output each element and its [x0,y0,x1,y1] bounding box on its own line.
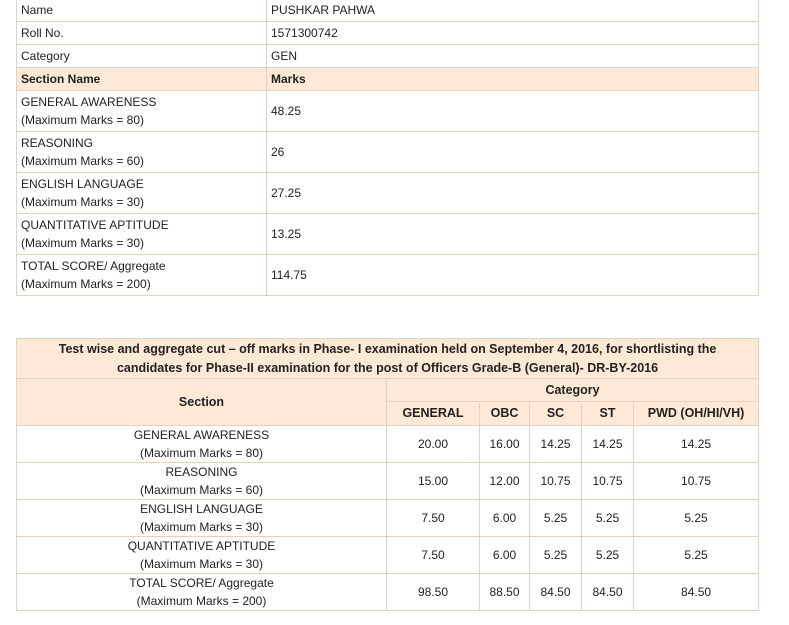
cutoff-general: 20.00 [387,426,480,463]
section-max-marks: (Maximum Marks = 30) [21,195,145,209]
cutoff-obc: 6.00 [480,500,530,537]
roll-no-value: 1571300742 [267,22,759,45]
section-name: REASONING [21,136,94,150]
cutoff-obc: 16.00 [480,426,530,463]
table-row [17,426,759,463]
cutoff-sc: 14.25 [530,426,582,463]
cutoff-pwd: 5.25 [634,500,759,537]
cutoff-obc: 88.50 [480,574,530,611]
section-cell [17,173,267,214]
category-value: GEN [267,45,759,68]
cutoff-sc: 10.75 [530,463,582,500]
cutoff-general: 98.50 [387,574,480,611]
cutoff-st: 84.50 [582,574,634,611]
category-st: ST [582,402,634,426]
section-cell [17,214,267,255]
section-name: QUANTITATIVE APTITUDE [21,218,169,232]
category-row [17,45,759,68]
table-row [17,463,759,500]
cutoff-st: 14.25 [582,426,634,463]
cutoff-general: 7.50 [387,500,480,537]
cutoff-general: 15.00 [387,463,480,500]
cutoff-title-line2: candidates for Phase-II examination for the post of Officers Grade-B (General)- DR-BY-2016 [116,360,659,375]
table-row [17,173,759,214]
cutoff-st: 5.25 [582,537,634,574]
section-marks: 27.25 [267,173,759,214]
cutoff-pwd: 14.25 [634,426,759,463]
cutoff-obc: 12.00 [480,463,530,500]
table-row [17,91,759,132]
roll-no-label: Roll No. [17,22,267,45]
section-name: GENERAL AWARENESS [21,95,157,109]
section-header: Section [17,379,387,426]
cutoff-sc: 5.25 [530,537,582,574]
cutoff-title-row [17,339,759,379]
total-row [17,574,759,611]
marks-header-row [17,68,759,91]
cutoff-marks-table [16,338,759,611]
name-value: PUSHKAR PAHWA [267,0,759,22]
section-marks: 26 [267,132,759,173]
table-row [17,500,759,537]
section-cell [17,132,267,173]
section-max-marks: (Maximum Marks = 80) [21,113,145,127]
section-max-marks: (Maximum Marks = 60) [139,483,264,497]
cutoff-st: 10.75 [582,463,634,500]
section-name: ENGLISH LANGUAGE [140,502,263,516]
category-sc: SC [530,402,582,426]
cutoff-obc: 6.00 [480,537,530,574]
section-name: QUANTITATIVE APTITUDE [127,539,276,553]
section-cell [17,463,387,500]
name-row [17,0,759,22]
section-max-marks: (Maximum Marks = 80) [139,446,264,460]
section-name: ENGLISH LANGUAGE [21,177,144,191]
section-name: REASONING [165,465,238,479]
cutoff-header-row [17,379,759,402]
section-cell [17,255,267,296]
cutoff-sc: 84.50 [530,574,582,611]
section-name: GENERAL AWARENESS [133,428,270,442]
section-cell [17,91,267,132]
cutoff-title-line1: Test wise and aggregate cut – off marks in Phase- I examination held on September 4, 2016, for shortlisting the [58,341,717,356]
section-marks: 48.25 [267,91,759,132]
section-name-header: Section Name [17,68,267,91]
section-max-marks: (Maximum Marks = 60) [21,154,145,168]
cutoff-st: 5.25 [582,500,634,537]
cutoff-pwd: 10.75 [634,463,759,500]
section-max-marks: (Maximum Marks = 200) [136,594,267,608]
section-cell [17,574,387,611]
section-max-marks: (Maximum Marks = 30) [139,557,264,571]
section-cell [17,426,387,463]
category-general: GENERAL [387,402,480,426]
section-marks: 13.25 [267,214,759,255]
category-obc: OBC [480,402,530,426]
cutoff-title [17,339,759,379]
marks-header: Marks [267,68,759,91]
name-label: Name [17,0,267,22]
section-max-marks: (Maximum Marks = 30) [139,520,264,534]
section-max-marks: (Maximum Marks = 200) [21,277,151,291]
category-label: Category [17,45,267,68]
section-name: TOTAL SCORE/ Aggregate [21,259,166,273]
category-pwd: PWD (OH/HI/VH) [634,402,759,426]
section-cell [17,500,387,537]
table-row [17,132,759,173]
table-row [17,214,759,255]
section-marks: 114.75 [267,255,759,296]
section-cell [17,537,387,574]
category-header: Category [387,379,759,402]
cutoff-pwd: 84.50 [634,574,759,611]
cutoff-sc: 5.25 [530,500,582,537]
section-name: TOTAL SCORE/ Aggregate [129,576,274,590]
candidate-marks-table [16,0,759,296]
table-row [17,537,759,574]
total-row [17,255,759,296]
section-max-marks: (Maximum Marks = 30) [21,236,145,250]
cutoff-pwd: 5.25 [634,537,759,574]
cutoff-general: 7.50 [387,537,480,574]
roll-no-row [17,22,759,45]
